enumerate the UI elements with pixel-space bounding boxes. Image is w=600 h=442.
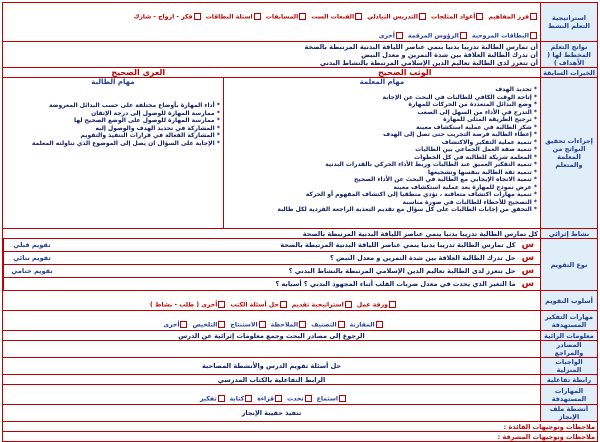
link-text: الرابط التفاعلية بالكتاب المدرسي — [3, 375, 541, 385]
evaluation-question: حل تدرك الطالبة العلاقة بين شدة التمرين و معدل النبض ؟ — [329, 254, 516, 262]
skills-row — [3, 385, 598, 405]
evaluation-cell — [3, 239, 541, 291]
option-line1-4[interactable] — [266, 13, 308, 21]
list-item: * تنمية التفكير العميق عند الطالبات وربط الأداء الحركي بالقدرات البدنية — [325, 161, 537, 168]
prior-row — [3, 68, 598, 78]
option-line1-5[interactable] — [206, 13, 262, 21]
achievement-label: أنشطة ملف الإنجاز — [541, 405, 598, 422]
eval-style-row — [3, 291, 598, 311]
student-tasks-list — [6, 86, 220, 147]
option-line1-0[interactable] — [488, 13, 538, 21]
leader-row — [3, 422, 598, 432]
checkbox-icon[interactable] — [396, 32, 403, 39]
option-label: التصنيف — [311, 321, 337, 328]
eval-style-label: أسلوب التقويم — [541, 291, 598, 311]
option-label: فرز المفاهيم — [488, 13, 529, 20]
checkbox-icon[interactable] — [476, 13, 483, 20]
lesson-plan-sheet — [2, 2, 598, 441]
strategies-line-2 — [5, 22, 538, 41]
supervisor-notes-label: ملاحظات وتوجيهات المشرفة : — [497, 432, 595, 441]
option-options-2[interactable] — [257, 395, 283, 403]
option-label: قراءة — [257, 395, 275, 402]
lesson-plan-table — [2, 2, 598, 442]
option-options-2[interactable] — [230, 301, 287, 309]
list-item: * أداء المهارة بأوضاع مختلفة على حسب البدائل المعروضة — [49, 102, 220, 109]
homework-row — [3, 358, 598, 375]
question-symbol: س — [521, 240, 534, 250]
checkbox-icon[interactable] — [259, 321, 266, 328]
question-symbol: س — [521, 253, 534, 263]
list-item: * إتاحة الوقت الكافي للطالبات في البحث عن الإجابة — [382, 93, 537, 101]
evaluation-question: ما التغير الذي يحدث في معدل ضربات القلب أثناء المجهود البدني ؟ أسبابه ؟ — [275, 280, 516, 288]
strategies-row — [3, 3, 598, 42]
evaluation-item — [3, 252, 540, 265]
homework-label: الواجبات المنزلية — [541, 358, 598, 375]
teacher-tasks-heading: مهام المعلمة — [359, 78, 405, 86]
option-options-0[interactable] — [357, 301, 397, 309]
evaluation-item — [3, 278, 540, 290]
option-label: حل أسئلة الكتب — [230, 301, 279, 308]
evaluation-kind — [3, 278, 60, 290]
info-text: الرجوع إلى مصادر البحث وجمع معلومات إثرائية عن الدرس — [3, 331, 541, 341]
checkbox-icon[interactable] — [218, 321, 225, 328]
option-label: أخرى — [378, 32, 395, 39]
prior-left-title: العرى الصحيح — [111, 68, 166, 77]
option-label: الاستنتاج — [230, 321, 258, 328]
option-label: أخرى — [163, 321, 180, 328]
option-options-1[interactable] — [311, 321, 346, 329]
leader-notes — [3, 422, 598, 432]
skills-label: المهارات المستهدفة — [541, 385, 598, 405]
option-label: فكر - ازواج - شارك — [133, 13, 193, 20]
extra-label: نشاط إثرائي — [541, 229, 598, 239]
option-options-0[interactable] — [317, 395, 347, 403]
checkbox-icon[interactable] — [389, 301, 396, 308]
option-line1-1[interactable] — [431, 13, 484, 21]
option-options-0[interactable] — [350, 321, 384, 329]
checkbox-icon[interactable] — [338, 321, 345, 328]
list-item: * المشاركة الفعالة في قرارات التنفيذ والتقويم — [80, 132, 220, 139]
list-item: * تحديد الهدف — [495, 86, 537, 93]
checkbox-icon[interactable] — [245, 395, 252, 402]
option-options-1[interactable] — [287, 395, 313, 403]
checkbox-icon[interactable] — [275, 395, 282, 402]
option-label: البطاقات المروحية — [471, 32, 529, 39]
option-options-4[interactable] — [200, 395, 226, 403]
leader-notes-label: ملاحظات وتوجيهات القائدة : — [503, 422, 595, 431]
strategies-line-1 — [5, 3, 538, 22]
supervisor-notes — [3, 432, 598, 442]
list-item: * التصحيح للأخطاء للطالبات في صورة مناسبة — [402, 198, 537, 206]
outcome-3: أن تتعزز لدى الطالبة تعاليم الدين الإسلامي المرتبطة بالنشاط البدني — [319, 58, 538, 67]
evaluation-label: نوع التقويم — [541, 239, 598, 291]
list-item: * تنمية عملية التفكير والاكتشاف — [441, 138, 537, 146]
option-line2-0[interactable] — [472, 32, 538, 40]
list-item: * إعطاء الطالبة فرصة التجريب حتى تصل إلى الهدف — [383, 131, 537, 138]
option-label: المقارنة — [349, 321, 375, 328]
option-options-4[interactable] — [192, 321, 226, 329]
option-line2-2[interactable] — [379, 32, 404, 40]
checkbox-icon[interactable] — [280, 301, 287, 308]
supervisor-row — [3, 432, 598, 442]
procedures-cell — [3, 78, 541, 229]
list-item: * المشاركة في تحديد الهدف والوصول إليه — [95, 124, 220, 132]
option-label: استراتيجية تقديم — [291, 301, 344, 308]
evaluation-kind: تقويم بنائي — [3, 252, 60, 264]
eval-style-options — [3, 291, 541, 311]
outcomes-row — [3, 42, 598, 68]
option-label: القبعات الست — [311, 13, 355, 20]
sources-value — [3, 341, 541, 358]
evaluation-row — [3, 239, 598, 291]
list-item: * عرض نموذج للمهارة بعد عملية استكشاف معينة — [393, 183, 537, 191]
link-label: رابطة تفاعلية — [541, 375, 598, 385]
checkbox-icon[interactable] — [530, 32, 537, 39]
thinking-options — [3, 311, 541, 331]
extra-row — [3, 229, 598, 239]
list-item: * ممارسة المهارة للوصول على الوضع الصحيح لها — [73, 117, 220, 124]
achievement-row — [3, 405, 598, 422]
option-label: تحدث — [287, 395, 304, 402]
achievement-text: تنفيذ حقيبة الإنجاز — [3, 405, 541, 422]
option-line2-1[interactable] — [408, 32, 468, 40]
list-item: * التحقق من إجابات الطالبات على كل سؤال مع تقديم التغذية الراجعة الفردية لكل طالبة — [277, 206, 537, 213]
checkbox-icon[interactable] — [339, 395, 346, 402]
sources-label: المصادر والمراجع — [541, 341, 598, 358]
question-symbol: س — [521, 279, 534, 289]
option-label: الملاحظة — [270, 321, 299, 328]
option-options-2[interactable] — [271, 321, 308, 329]
option-options-3[interactable] — [150, 301, 226, 309]
sources-row — [3, 341, 598, 358]
option-label: الرؤوس المرقمة — [407, 32, 459, 39]
option-line1-3[interactable] — [311, 13, 363, 21]
student-tasks — [3, 78, 223, 228]
checkbox-icon[interactable] — [355, 13, 362, 20]
option-options-5[interactable] — [163, 321, 188, 329]
option-label: المسابقات — [265, 13, 299, 20]
checkbox-icon[interactable] — [530, 13, 537, 20]
option-label: كتابة — [229, 395, 245, 402]
option-label: ورقة عمل — [356, 301, 389, 308]
evaluation-item — [3, 265, 540, 278]
list-item: * تنمية ثقة الطالبة بنفسها وتشجيعها — [427, 168, 537, 176]
list-item: * التدرج في الأداء من السهل إلى الصعب — [417, 108, 537, 116]
prior-cell — [3, 68, 541, 78]
checkbox-icon[interactable] — [345, 301, 352, 308]
evaluation-question: حل تتعزز لدى الطالبة تعاليم الدين الإسلامي المرتبطة بالنشاط البدني ؟ — [288, 267, 516, 275]
prior-right-title: الوثب الصحيح — [378, 68, 432, 77]
outcome-2: أن تدرك الطالبة العلاقة بين شدة التمرين و معدل النبض — [361, 50, 538, 59]
info-row — [3, 331, 598, 341]
skills-options — [3, 385, 541, 405]
list-item: * ترجيح الطريقة المثلى للمهارة — [443, 116, 537, 123]
evaluation-kind: تقويم ختامي — [3, 265, 60, 277]
checkbox-icon[interactable] — [180, 321, 187, 328]
list-item: * تنمية صفة العمل الجماعي بين الطالبات — [415, 146, 537, 153]
outcome-1: أن تمارس الطالبة تدريبا بدنيا ينمي عناصر اللياقة البدنية المرتبطة بالصحة — [304, 42, 538, 51]
info-label: معلومات الرائية — [541, 331, 598, 341]
evaluation-item — [3, 239, 540, 252]
option-line1-2[interactable] — [367, 13, 427, 21]
link-row — [3, 375, 598, 385]
list-item: * المعلمة شريكة للطالبة في كل الخطوات — [414, 153, 537, 161]
strategies-cell — [3, 3, 541, 42]
checkbox-icon[interactable] — [460, 32, 467, 39]
checkbox-icon[interactable] — [194, 13, 201, 20]
checkbox-icon[interactable] — [218, 395, 225, 402]
checkbox-icon[interactable] — [218, 301, 225, 308]
option-label: تفكير — [199, 395, 217, 402]
list-item: * ممارسة المهارة للوصول إلى درجة الإتقان — [91, 109, 220, 117]
procedures-label: إجراءات تحقيق النواتج من المعلمة والمتعلم — [541, 78, 598, 229]
option-line1-6[interactable] — [134, 13, 202, 21]
thinking-label: مهارات التفكير المستهدفة — [541, 311, 598, 331]
outcomes-cell — [3, 42, 541, 68]
extra-text: كل تمارس الطالبة تدريبا بدنيا ينمي عناصر اللياقة البدنية المرتبطة بالصحة — [3, 229, 541, 239]
list-item: * وضع البدائل المتعددة من الحركات للمهارة — [408, 101, 537, 108]
option-options-3[interactable] — [230, 321, 266, 329]
option-label: التدريس التبادلي — [367, 13, 419, 20]
teacher-tasks — [223, 78, 540, 228]
procedures-row — [3, 78, 598, 229]
thinking-row — [3, 311, 598, 331]
list-item: * الإجابة على السؤال ان يصل إلى الموضوع الذي تناولته المعلمة — [31, 139, 220, 147]
option-options-1[interactable] — [292, 301, 353, 309]
checkbox-icon[interactable] — [419, 13, 426, 20]
option-label: استلة البطاقات — [205, 13, 253, 20]
evaluation-question: كل تمارس الطالبة تدريبا بدنيا ينمي عناصر اللياقة البدنية المرتبطة بالصحة — [280, 241, 516, 249]
list-item: * تنمية مهارات اكتشاف متعاقبة ، تؤدي منطقيا إلى اكتشاف المفهوم أو الحركة — [305, 191, 537, 198]
evaluation-kind: تقويم قبلي — [3, 239, 60, 251]
prior-label: الخبرات السابقة — [541, 68, 598, 78]
list-item: * تنمية الاتجاه الإيجابي مع الطالبة في البحث عن الأداء الصحيح — [354, 176, 537, 183]
checkbox-icon[interactable] — [299, 13, 306, 20]
teacher-tasks-list — [227, 86, 537, 214]
checkbox-icon[interactable] — [299, 321, 306, 328]
outcomes-label: نواتج التعلم المخطط لها ( الأهداف ) — [541, 42, 598, 68]
student-tasks-heading: مهام الطالبة — [91, 78, 135, 86]
option-label: استماع — [316, 395, 339, 402]
option-label: أعواد المثلجات — [431, 13, 476, 20]
checkbox-icon[interactable] — [376, 321, 383, 328]
strategies-label: استراتيجية التعلم النشط — [541, 3, 598, 42]
checkbox-icon[interactable] — [254, 13, 261, 20]
question-symbol: س — [521, 266, 534, 276]
evaluation-list — [3, 239, 540, 290]
homework-text: حل أسئلة تقويم الدرس والأنشطة المصاحبة — [3, 358, 541, 375]
list-item: * شكر الطالبة في عملية استكشاف معينة — [415, 123, 537, 131]
option-label: التلخيص — [192, 321, 218, 328]
option-options-3[interactable] — [230, 395, 254, 403]
checkbox-icon[interactable] — [305, 395, 312, 402]
option-label: أخرى ( طلب - نشاط ) — [149, 301, 218, 308]
